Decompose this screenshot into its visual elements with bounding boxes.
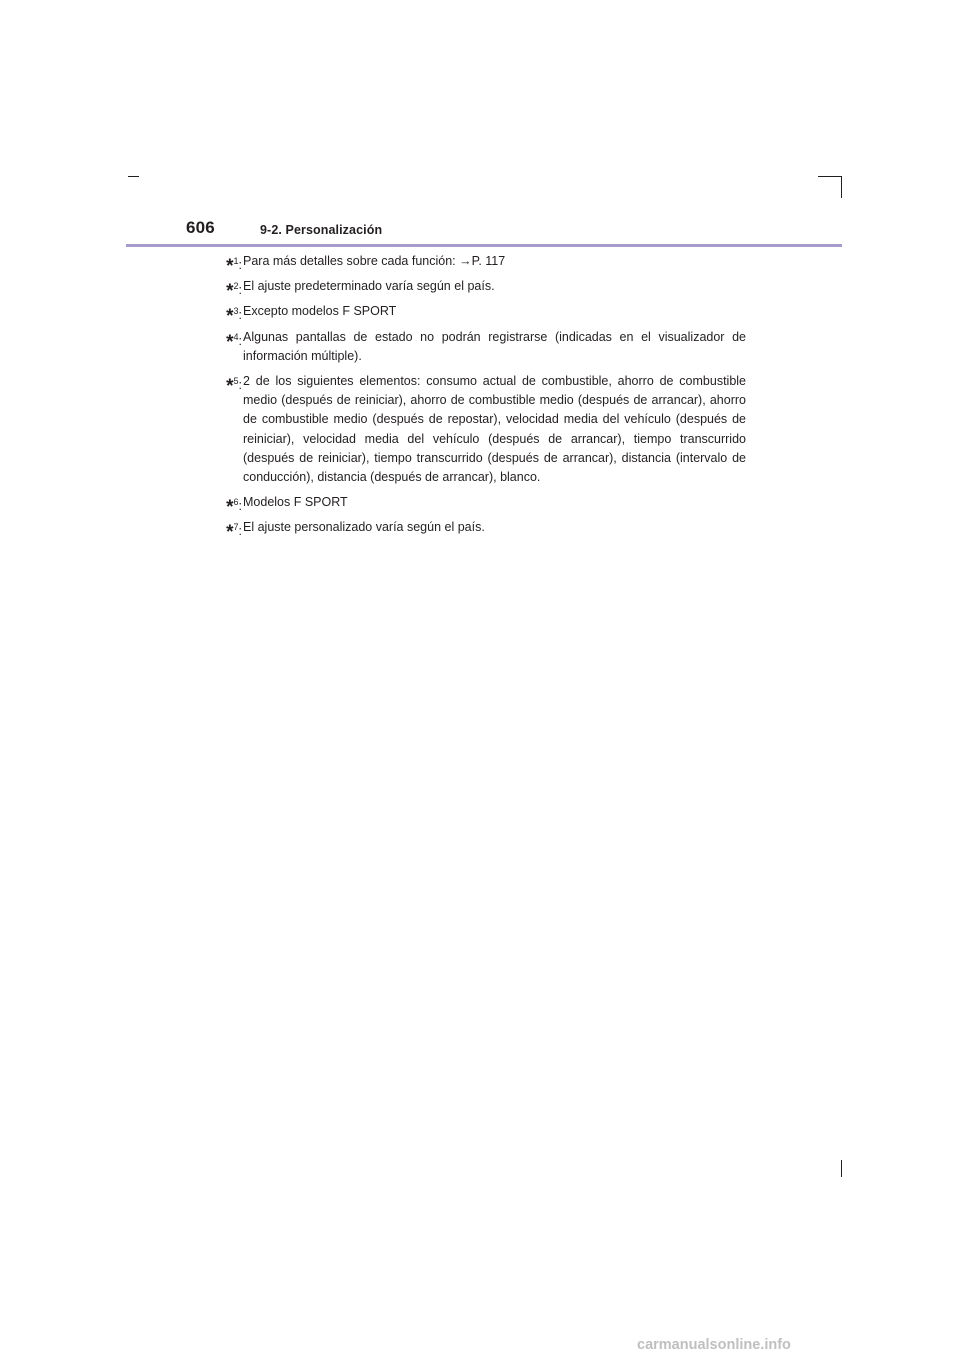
footnote-marker: *$^5$: — [226, 376, 242, 398]
crop-mark-top-right-horizontal — [818, 176, 842, 177]
footnote-text: El ajuste personalizado varía según el país. — [243, 520, 485, 535]
section-title: 9-2. Personalización — [260, 223, 383, 237]
footnote-4 — [196, 328, 746, 366]
footnote-marker: *$^7$: — [226, 522, 242, 544]
footnote-text: Modelos F SPORT — [243, 495, 348, 510]
crop-mark-top-left — [128, 176, 139, 177]
footnote-text: Algunas pantallas de estado no podrán registrarse (indicadas en el visualizador de información múltiple). — [243, 329, 746, 363]
footnote-marker: *$^1$: — [226, 256, 242, 277]
page-number: 606 — [186, 218, 215, 237]
footnote-list — [196, 252, 746, 544]
footnote-marker: *$^3$: — [226, 306, 242, 328]
footnote-3 — [196, 302, 746, 328]
footnote-2 — [196, 277, 746, 303]
footnote-7 — [196, 518, 746, 544]
crop-mark-top-right-vertical — [841, 176, 842, 198]
footnote-marker: *$^4$: — [226, 331, 242, 353]
crop-mark-bottom-right — [841, 1160, 842, 1177]
header-rule — [126, 244, 842, 247]
footnote-marker: *$^2$: — [226, 281, 242, 303]
footnote-text: 2 de los siguientes elementos: consumo actual de combustible, ahorro de combustible medio (después de reiniciar), ahorro de combustible medio (después de arrancar), ahorro de combustible medio (después de repostar), velocidad media del vehículo (después de reiniciar), velocidad media del vehículo (después de arrancar), tiempo transcurrido (después de reiniciar), tiempo transcurrido (después de arrancar), distancia (intervalo de conducción), distancia (después de arrancar), blanco. — [243, 374, 746, 485]
footnote-5 — [196, 372, 746, 487]
footnote-1 — [196, 252, 746, 277]
watermark: carmanualsonline.info — [637, 1337, 791, 1353]
footnote-6 — [196, 493, 746, 519]
footnote-text: El ajuste predeterminado varía según el país. — [243, 279, 495, 294]
footnote-marker: *$^6$: — [226, 497, 242, 519]
footnote-text: Para más detalles sobre cada función: →P. 117 — [243, 254, 506, 268]
footnote-text: Excepto modelos F SPORT — [243, 304, 397, 319]
